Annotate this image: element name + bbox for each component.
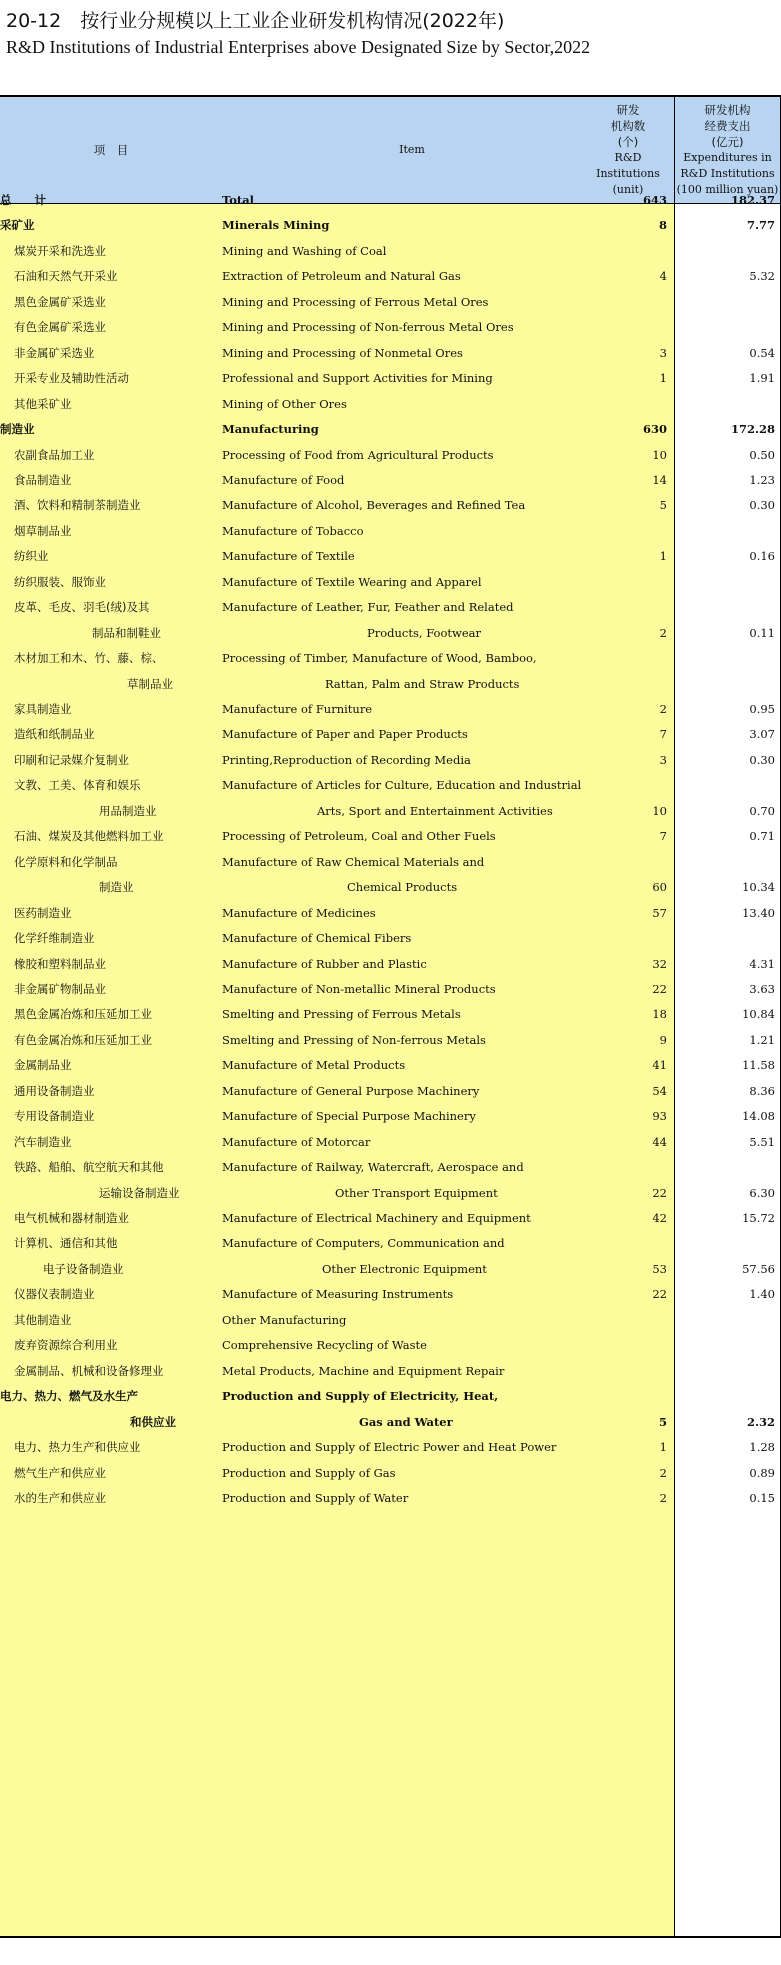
row-rd-institutions: 60: [652, 880, 667, 895]
header-line: (亿元): [711, 135, 744, 149]
row-item-en: Manufacture of Railway, Watercraft, Aerospace and: [222, 1160, 524, 1175]
row-rd-institutions: 3: [659, 752, 667, 767]
row-rd-institutions: 5: [659, 498, 667, 513]
row-item-en: Processing of Petroleum, Coal and Other Fuels: [222, 829, 496, 844]
row-rd-expenditures: 13.40: [742, 905, 775, 920]
row-rd-institutions: 22: [652, 981, 667, 996]
row-item-en: Comprehensive Recycling of Waste: [222, 1338, 427, 1353]
header-line: 研发机构: [704, 103, 751, 117]
row-rd-institutions: 3: [659, 345, 667, 360]
row-item-cn: 计算机、通信和其他: [14, 1236, 118, 1251]
row-rd-institutions: 9: [659, 1032, 667, 1047]
table-bottom-rule: [0, 1936, 781, 1938]
row-rd-institutions: 57: [652, 905, 667, 920]
row-item-cn: 酒、饮料和精制茶制造业: [14, 498, 141, 513]
row-rd-expenditures: 4.31: [749, 956, 775, 971]
row-item-en: Manufacture of Special Purpose Machinery: [222, 1109, 476, 1124]
row-rd-expenditures: 11.58: [742, 1058, 775, 1073]
row-item-en: Manufacture of Furniture: [222, 702, 373, 716]
row-rd-institutions: 643: [642, 193, 667, 207]
row-item-en: Arts, Sport and Entertainment Activities: [317, 803, 553, 818]
row-rd-institutions: 1: [659, 371, 667, 386]
row-rd-expenditures: 14.08: [742, 1109, 775, 1124]
row-item-cn: 医药制造业: [14, 905, 72, 920]
row-rd-expenditures: 5.51: [749, 1134, 775, 1149]
row-item-cn: 水的生产和供应业: [14, 1490, 106, 1505]
header-line: (100 million yuan): [676, 183, 779, 196]
row-item-en: Manufacture of Motorcar: [222, 1134, 371, 1149]
row-item-cn: 废弃资源综合利用业: [14, 1338, 118, 1353]
row-rd-expenditures: 0.95: [749, 702, 775, 716]
row-rd-institutions: 1: [659, 1440, 667, 1455]
row-rd-institutions: 10: [652, 447, 667, 462]
row-rd-expenditures: 0.11: [749, 625, 775, 640]
row-item-en: Production and Supply of Water: [222, 1490, 409, 1505]
row-item-cn: 非金属矿采选业: [14, 345, 95, 360]
row-rd-institutions: 93: [652, 1109, 667, 1124]
row-item-cn: 黑色金属冶炼和压延加工业: [14, 1007, 152, 1022]
row-rd-institutions: 7: [659, 829, 667, 844]
row-rd-expenditures: 0.54: [749, 345, 775, 360]
row-item-cn: 总 计: [0, 193, 46, 207]
row-rd-institutions: 42: [652, 1211, 667, 1225]
row-rd-institutions: 1: [659, 549, 667, 564]
row-item-en: Manufacture of Non-metallic Mineral Products: [222, 981, 496, 996]
row-item-en: Total: [222, 193, 255, 207]
row-item-en: Manufacture of Food: [222, 472, 345, 487]
row-item-cn: 金属制品、机械和设备修理业: [14, 1363, 164, 1378]
row-rd-institutions: 2: [659, 1490, 667, 1505]
row-item-cn: 纺织服装、服饰业: [14, 574, 106, 589]
row-item-cn: 电力、热力、燃气及水生产: [0, 1389, 138, 1404]
row-item-cn: 铁路、船舶、航空航天和其他: [14, 1160, 164, 1175]
row-item-cn: 仪器仪表制造业: [14, 1287, 95, 1302]
row-rd-expenditures: 172.28: [730, 422, 775, 437]
row-item-en: Manufacture of Articles for Culture, Education and Industrial: [222, 778, 582, 793]
row-rd-expenditures: 10.34: [742, 880, 775, 895]
row-rd-expenditures: 3.07: [749, 727, 775, 742]
row-rd-expenditures: 0.50: [749, 447, 775, 462]
row-item-cn: 开采专业及辅助性活动: [14, 371, 129, 386]
row-item-cn: 农副食品加工业: [14, 447, 95, 462]
row-item-cn: 电力、热力生产和供应业: [14, 1440, 141, 1455]
row-item-en: Mining and Processing of Ferrous Metal Ores: [222, 294, 489, 309]
header-line: (个): [617, 135, 639, 149]
row-item-cn: 用品制造业: [99, 803, 157, 818]
row-rd-expenditures: 0.30: [749, 498, 775, 513]
row-rd-institutions: 54: [652, 1083, 667, 1098]
row-item-cn: 电气机械和器材制造业: [14, 1211, 129, 1225]
row-rd-institutions: 18: [652, 1007, 667, 1022]
row-item-cn: 和供应业: [130, 1414, 176, 1429]
row-item-en: Mining and Processing of Nonmetal Ores: [222, 345, 463, 360]
row-rd-institutions: 22: [652, 1287, 667, 1302]
row-item-cn: 橡胶和塑料制品业: [14, 956, 106, 971]
row-rd-institutions: 53: [652, 1261, 667, 1276]
row-item-cn: 煤炭开采和洗选业: [14, 243, 106, 258]
table-title-en: R&D Institutions of Industrial Enterprises above Designated Size by Sector,2022: [6, 37, 591, 57]
row-rd-institutions: 14: [652, 472, 667, 487]
row-item-en: Manufacture of Metal Products: [222, 1058, 406, 1073]
row-item-cn: 石油和天然气开采业: [14, 269, 118, 284]
row-rd-expenditures: 0.70: [749, 803, 775, 818]
row-item-en: Manufacture of Electrical Machinery and Equipment: [222, 1211, 531, 1225]
row-item-cn: 其他制造业: [14, 1312, 72, 1327]
row-item-en: Smelting and Pressing of Non-ferrous Metals: [222, 1032, 486, 1047]
row-rd-institutions: 22: [652, 1185, 667, 1200]
header-line: R&D Institutions: [680, 167, 775, 180]
row-item-cn: 文教、工美、体育和娱乐: [14, 778, 141, 793]
row-rd-institutions: 8: [658, 218, 667, 233]
header-line: (unit): [612, 183, 644, 196]
row-item-cn: 家具制造业: [14, 702, 72, 716]
row-item-en: Metal Products, Machine and Equipment Repair: [222, 1363, 505, 1378]
row-rd-expenditures: 0.71: [749, 829, 775, 844]
row-item-cn: 金属制品业: [14, 1058, 72, 1073]
row-rd-expenditures: 0.15: [749, 1490, 775, 1505]
row-item-cn: 专用设备制造业: [14, 1109, 95, 1124]
row-item-cn: 燃气生产和供应业: [14, 1465, 106, 1480]
row-item-en: Mining and Washing of Coal: [222, 243, 387, 258]
row-item-cn: 食品制造业: [14, 472, 72, 487]
row-item-en: Processing of Timber, Manufacture of Wood, Bamboo,: [222, 651, 537, 666]
header-line: 研发: [616, 103, 640, 117]
row-item-cn: 黑色金属矿采选业: [14, 294, 106, 309]
row-item-cn: 烟草制品业: [14, 523, 72, 538]
row-item-cn: 皮革、毛皮、羽毛(绒)及其: [14, 600, 150, 615]
row-item-cn: 造纸和纸制品业: [14, 727, 95, 742]
row-item-en: Manufacture of Textile: [222, 549, 355, 564]
row-item-en: Manufacture of Rubber and Plastic: [222, 956, 427, 971]
row-item-en: Other Transport Equipment: [335, 1185, 498, 1200]
row-rd-expenditures: 182.37: [730, 193, 775, 207]
row-item-en: Manufacture of Computers, Communication and: [222, 1236, 505, 1251]
row-item-cn: 制造业: [99, 880, 134, 895]
row-item-cn: 运输设备制造业: [99, 1185, 180, 1200]
row-rd-expenditures: 2.32: [746, 1414, 775, 1429]
row-item-en: Manufacture of Raw Chemical Materials and: [222, 854, 485, 869]
row-item-cn: 非金属矿物制品业: [14, 981, 106, 996]
row-item-en: Manufacture of Chemical Fibers: [222, 931, 412, 946]
header-line: Expenditures in: [683, 151, 772, 164]
row-item-en: Manufacture of Leather, Fur, Feather and Related: [222, 600, 514, 615]
row-item-en: Rattan, Palm and Straw Products: [325, 676, 520, 691]
row-item-en: Products, Footwear: [367, 625, 482, 640]
row-rd-expenditures: 1.28: [749, 1440, 775, 1455]
row-rd-expenditures: 1.91: [749, 371, 775, 386]
row-rd-institutions: 32: [652, 956, 667, 971]
row-item-en: Professional and Support Activities for Mining: [222, 371, 493, 386]
row-item-en: Manufacture of Tobacco: [222, 523, 364, 538]
row-item-en: Mining of Other Ores: [222, 396, 347, 411]
row-item-cn: 电子设备制造业: [43, 1261, 124, 1276]
row-item-en: Manufacture of Paper and Paper Products: [222, 727, 468, 742]
row-item-cn: 有色金属冶炼和压延加工业: [14, 1032, 152, 1047]
row-item-en: Other Electronic Equipment: [322, 1261, 487, 1276]
row-item-en: Minerals Mining: [222, 218, 330, 233]
row-rd-expenditures: 6.30: [749, 1185, 775, 1200]
row-item-en: Other Manufacturing: [222, 1312, 347, 1327]
row-item-cn: 制造业: [0, 422, 35, 437]
row-item-en: Manufacturing: [222, 422, 319, 437]
row-rd-expenditures: 10.84: [742, 1007, 775, 1022]
row-item-en: Manufacture of Textile Wearing and Apparel: [222, 574, 482, 589]
row-item-cn: 采矿业: [0, 218, 35, 233]
row-rd-expenditures: 1.40: [749, 1287, 775, 1302]
row-item-cn: 有色金属矿采选业: [14, 320, 106, 335]
row-rd-expenditures: 0.16: [749, 549, 775, 564]
row-rd-expenditures: 0.30: [749, 752, 775, 767]
row-item-en: Production and Supply of Electric Power and Heat Power: [222, 1440, 557, 1455]
row-rd-expenditures: 1.21: [749, 1032, 775, 1047]
row-item-en: Smelting and Pressing of Ferrous Metals: [222, 1007, 461, 1022]
header-line: 经费支出: [704, 119, 751, 133]
row-item-en: Manufacture of Medicines: [222, 905, 376, 920]
row-item-cn: 化学原料和化学制品: [14, 854, 118, 869]
row-rd-institutions: 4: [659, 269, 667, 284]
row-rd-expenditures: 8.36: [749, 1083, 775, 1098]
row-item-cn: 石油、煤炭及其他燃料加工业: [14, 829, 164, 844]
row-item-en: Manufacture of Measuring Instruments: [222, 1287, 454, 1302]
row-item-cn: 印刷和记录媒介复制业: [14, 752, 129, 767]
row-item-cn: 制品和制鞋业: [92, 625, 161, 640]
row-item-en: Mining and Processing of Non-ferrous Metal Ores: [222, 320, 514, 335]
row-item-cn: 化学纤维制造业: [14, 931, 95, 946]
row-item-en: Production and Supply of Electricity, Heat,: [222, 1389, 499, 1404]
row-item-en: Printing,Reproduction of Recording Media: [222, 752, 471, 767]
row-item-cn: 通用设备制造业: [14, 1083, 95, 1098]
row-item-en: Manufacture of General Purpose Machinery: [222, 1083, 480, 1098]
row-item-cn: 纺织业: [14, 549, 49, 564]
row-item-en: Processing of Food from Agricultural Products: [222, 447, 494, 462]
row-item-en: Production and Supply of Gas: [222, 1465, 396, 1480]
row-rd-institutions: 10: [652, 803, 667, 818]
data-table: [0, 95, 781, 1937]
row-rd-expenditures: 1.23: [749, 472, 775, 487]
header-line: R&D: [614, 151, 642, 164]
row-rd-institutions: 44: [652, 1134, 667, 1149]
row-item-en: Gas and Water: [359, 1414, 453, 1429]
row-item-cn: 其他采矿业: [14, 396, 72, 411]
row-item-cn: 木材加工和木、竹、藤、棕、: [14, 651, 164, 666]
row-rd-expenditures: 7.77: [746, 218, 775, 233]
header-item-cn: 项 目: [93, 143, 129, 157]
header-line: 机构数: [610, 119, 646, 133]
row-item-en: Manufacture of Alcohol, Beverages and Refined Tea: [222, 498, 526, 513]
header-line: Institutions: [596, 167, 660, 180]
row-rd-institutions: 5: [658, 1414, 667, 1429]
row-rd-expenditures: 3.63: [749, 981, 775, 996]
row-item-cn: 草制品业: [127, 676, 173, 691]
row-item-en: Extraction of Petroleum and Natural Gas: [222, 269, 461, 284]
row-rd-institutions: 2: [659, 702, 667, 716]
row-rd-expenditures: 57.56: [742, 1261, 775, 1276]
table-title-cn: 20-12 按行业分规模以上工业企业研发机构情况(2022年): [6, 10, 505, 32]
row-rd-expenditures: 0.89: [749, 1465, 775, 1480]
row-rd-institutions: 2: [659, 1465, 667, 1480]
row-rd-institutions: 7: [659, 727, 667, 742]
row-rd-expenditures: 15.72: [742, 1211, 775, 1225]
row-item-cn: 汽车制造业: [14, 1134, 72, 1149]
row-rd-institutions: 41: [652, 1058, 667, 1073]
row-rd-institutions: 630: [642, 422, 667, 437]
row-rd-institutions: 2: [659, 625, 667, 640]
header-item-en: Item: [399, 143, 425, 156]
row-rd-expenditures: 5.32: [749, 269, 775, 284]
table-row: [0, 1482, 781, 1514]
row-item-en: Chemical Products: [347, 880, 458, 895]
